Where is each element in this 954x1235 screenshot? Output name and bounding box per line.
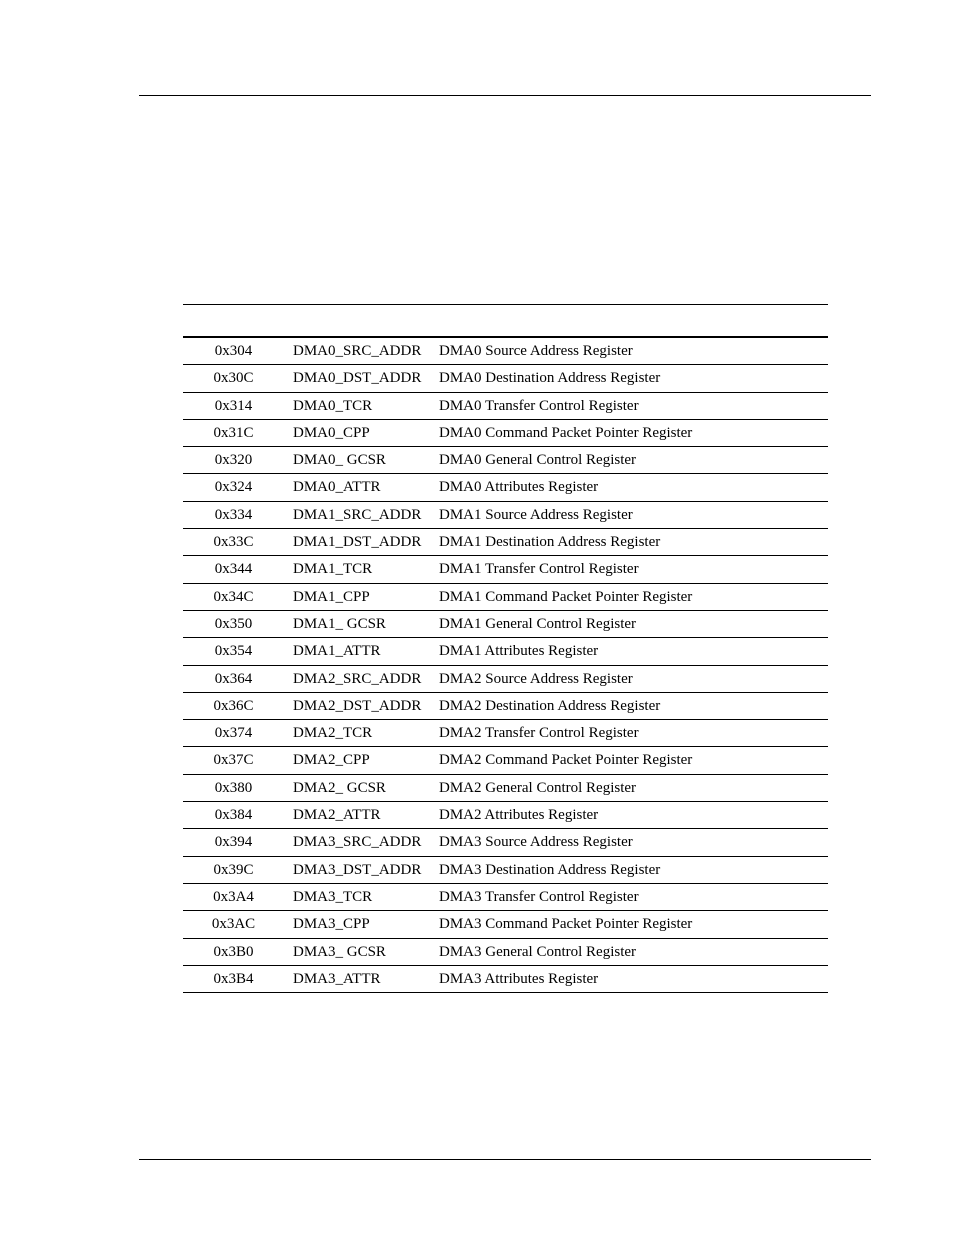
offset-cell: 0x324 bbox=[214, 479, 253, 496]
offset-cell: 0x304 bbox=[214, 343, 253, 359]
register-name-cell: DMA2 General Control Register bbox=[439, 779, 637, 796]
mnemonic-cell: DMA2_ATTR bbox=[293, 807, 381, 824]
register-name-cell: DMA0 Attributes Register bbox=[439, 479, 599, 496]
offset-cell: 0x31C bbox=[213, 424, 254, 441]
mnemonic-cell: DMA3_DST_ADDR bbox=[293, 861, 422, 878]
mnemonic-cell: DMA0_ GCSR bbox=[293, 452, 386, 469]
register-name-cell: DMA2 Command Packet Pointer Register bbox=[439, 752, 693, 769]
mnemonic-cell: DMA3_ATTR bbox=[293, 970, 381, 987]
offset-cell: 0x33C bbox=[213, 534, 254, 551]
table-body bbox=[183, 338, 828, 993]
mnemonic-cell: DMA0_TCR bbox=[293, 397, 373, 414]
table-row bbox=[183, 447, 828, 474]
table-row bbox=[183, 638, 828, 665]
mnemonic-cell: DMA0_ATTR bbox=[293, 479, 381, 496]
register-name-cell: DMA1 Source Address Register bbox=[439, 506, 633, 523]
offset-cell: 0x39C bbox=[213, 861, 254, 878]
mnemonic-cell: DMA3_CPP bbox=[293, 916, 370, 933]
mnemonic-cell: DMA3_SRC_ADDR bbox=[293, 834, 422, 851]
footer-rule bbox=[139, 1159, 871, 1160]
mnemonic-cell: DMA1_DST_ADDR bbox=[293, 534, 422, 551]
register-name-cell: DMA0 Transfer Control Register bbox=[439, 397, 639, 414]
mnemonic-cell: DMA2_DST_ADDR bbox=[293, 697, 422, 714]
mnemonic-cell: DMA3_ GCSR bbox=[293, 943, 386, 960]
table-row bbox=[183, 911, 828, 938]
table-row bbox=[183, 584, 828, 611]
offset-cell: 0x374 bbox=[214, 725, 253, 742]
offset-cell: 0x384 bbox=[214, 807, 253, 824]
mnemonic-cell: DMA3_TCR bbox=[293, 888, 373, 905]
table-row bbox=[183, 857, 828, 884]
table-row bbox=[183, 666, 828, 693]
offset-cell: 0x37C bbox=[213, 752, 254, 769]
register-table bbox=[183, 304, 828, 993]
offset-cell: 0x3B0 bbox=[213, 943, 254, 960]
offset-cell: 0x34C bbox=[213, 588, 254, 605]
register-name-cell: DMA1 Transfer Control Register bbox=[439, 561, 639, 578]
register-name-cell: DMA1 Attributes Register bbox=[439, 643, 599, 660]
mnemonic-cell: DMA0_SRC_ADDR bbox=[293, 343, 422, 359]
table-row bbox=[183, 802, 828, 829]
register-name-cell: DMA0 Command Packet Pointer Register bbox=[439, 424, 693, 441]
offset-cell: 0x3AC bbox=[211, 916, 256, 933]
table-row bbox=[183, 775, 828, 802]
offset-cell: 0x350 bbox=[214, 615, 253, 632]
header-rule bbox=[139, 95, 871, 96]
register-name-cell: DMA1 Destination Address Register bbox=[439, 534, 661, 551]
mnemonic-cell: DMA2_SRC_ADDR bbox=[293, 670, 422, 687]
register-name-cell: DMA0 General Control Register bbox=[439, 452, 637, 469]
register-name-cell: DMA3 Transfer Control Register bbox=[439, 888, 639, 905]
table-row bbox=[183, 393, 828, 420]
offset-cell: 0x30C bbox=[213, 370, 254, 387]
register-name-cell: DMA1 General Control Register bbox=[439, 615, 637, 632]
table-row bbox=[183, 556, 828, 583]
table-row bbox=[183, 529, 828, 556]
mnemonic-cell: DMA2_TCR bbox=[293, 725, 373, 742]
register-name-cell: DMA2 Transfer Control Register bbox=[439, 725, 639, 742]
register-name-cell: DMA2 Destination Address Register bbox=[439, 697, 661, 714]
table-row bbox=[183, 338, 828, 365]
register-name-cell: DMA2 Attributes Register bbox=[439, 807, 599, 824]
mnemonic-cell: DMA0_DST_ADDR bbox=[293, 370, 422, 387]
mnemonic-cell: DMA1_CPP bbox=[293, 588, 370, 605]
mnemonic-cell: DMA1_SRC_ADDR bbox=[293, 506, 422, 523]
register-name-cell: DMA1 Command Packet Pointer Register bbox=[439, 588, 693, 605]
mnemonic-cell: DMA1_TCR bbox=[293, 561, 373, 578]
table-row bbox=[183, 611, 828, 638]
table-row bbox=[183, 966, 828, 993]
table-row bbox=[183, 502, 828, 529]
offset-cell: 0x334 bbox=[214, 506, 253, 523]
table-row bbox=[183, 693, 828, 720]
table-row bbox=[183, 747, 828, 774]
offset-cell: 0x3A4 bbox=[213, 888, 254, 905]
offset-cell: 0x3B4 bbox=[213, 970, 254, 987]
offset-cell: 0x36C bbox=[213, 697, 254, 714]
offset-cell: 0x320 bbox=[214, 452, 253, 469]
table-row bbox=[183, 720, 828, 747]
offset-cell: 0x364 bbox=[214, 670, 253, 687]
mnemonic-cell: DMA1_ GCSR bbox=[293, 615, 386, 632]
register-name-cell: DMA3 Source Address Register bbox=[439, 834, 633, 851]
table-row bbox=[183, 939, 828, 966]
register-name-cell: DMA3 Destination Address Register bbox=[439, 861, 661, 878]
offset-cell: 0x380 bbox=[214, 779, 253, 796]
register-name-cell: DMA0 Source Address Register bbox=[439, 343, 633, 359]
mnemonic-cell: DMA2_ GCSR bbox=[293, 779, 386, 796]
mnemonic-cell: DMA1_ATTR bbox=[293, 643, 381, 660]
offset-cell: 0x314 bbox=[214, 397, 253, 414]
table-row bbox=[183, 365, 828, 392]
table-row bbox=[183, 474, 828, 501]
table-row bbox=[183, 884, 828, 911]
offset-cell: 0x394 bbox=[214, 834, 253, 851]
table-row bbox=[183, 829, 828, 856]
table-header bbox=[183, 305, 828, 338]
register-name-cell: DMA2 Source Address Register bbox=[439, 670, 633, 687]
offset-cell: 0x354 bbox=[214, 643, 253, 660]
register-name-cell: DMA3 Command Packet Pointer Register bbox=[439, 916, 693, 933]
offset-cell: 0x344 bbox=[214, 561, 253, 578]
register-name-cell: DMA3 General Control Register bbox=[439, 943, 637, 960]
table-row bbox=[183, 420, 828, 447]
mnemonic-cell: DMA2_CPP bbox=[293, 752, 370, 769]
mnemonic-cell: DMA0_CPP bbox=[293, 424, 370, 441]
register-name-cell: DMA3 Attributes Register bbox=[439, 970, 599, 987]
register-name-cell: DMA0 Destination Address Register bbox=[439, 370, 661, 387]
